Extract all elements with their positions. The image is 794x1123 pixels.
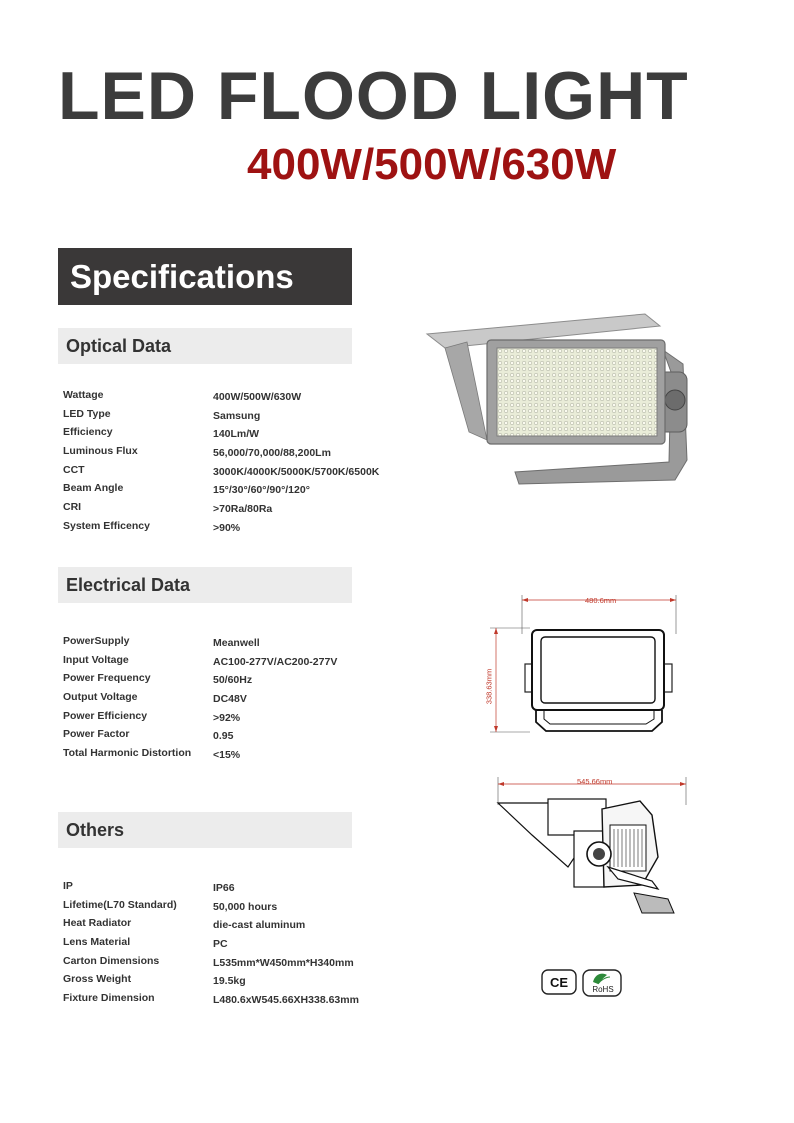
spec-value: 3000K/4000K/5000K/5700K/6500K bbox=[213, 465, 380, 478]
spec-value: <15% bbox=[213, 749, 241, 762]
spec-value: Samsung bbox=[213, 409, 261, 422]
rohs-mark-text: RoHS bbox=[592, 985, 614, 994]
spec-row bbox=[63, 747, 393, 766]
spec-key: IP bbox=[63, 880, 73, 892]
spec-row bbox=[63, 672, 393, 691]
spec-row bbox=[63, 501, 393, 520]
spec-key: Total Harmonic Distortion bbox=[63, 747, 192, 760]
spec-key: Beam Angle bbox=[63, 482, 124, 495]
spec-value: PC bbox=[213, 938, 228, 951]
spec-value: 50,000 hours bbox=[213, 900, 278, 913]
spec-key: Lens Material bbox=[63, 936, 131, 949]
spec-value: >90% bbox=[213, 521, 241, 534]
spec-key: PowerSupply bbox=[63, 635, 130, 647]
wattage-subtitle: 400W/500W/630W bbox=[247, 140, 617, 189]
spec-row bbox=[63, 728, 393, 747]
spec-key: Input Voltage bbox=[63, 653, 129, 666]
spec-value: 15°/30°/60°/90°/120° bbox=[213, 484, 310, 497]
spec-row bbox=[63, 936, 393, 955]
rohs-mark-icon bbox=[582, 969, 622, 997]
spec-key: Output Voltage bbox=[63, 691, 138, 704]
ce-mark-icon bbox=[541, 969, 577, 995]
spec-key: Wattage bbox=[63, 389, 104, 401]
front-height-label: 338.63mm bbox=[484, 668, 494, 705]
spec-row bbox=[63, 691, 393, 710]
flood-light-product-image bbox=[425, 312, 715, 492]
page-title: LED FLOOD LIGHT bbox=[58, 58, 689, 134]
spec-row bbox=[63, 710, 393, 729]
side-dimension-drawing bbox=[492, 775, 696, 920]
others-heading: Others bbox=[58, 812, 352, 848]
spec-key: LED Type bbox=[63, 407, 111, 420]
spec-key: Luminous Flux bbox=[63, 445, 138, 458]
spec-value: L535mm*W450mm*H340mm bbox=[213, 956, 354, 969]
ce-mark-text: CE bbox=[549, 975, 569, 990]
side-width-label: 545.66mm bbox=[577, 777, 613, 786]
spec-value: die-cast aluminum bbox=[213, 919, 306, 932]
specifications-banner: Specifications bbox=[58, 248, 352, 305]
spec-row bbox=[63, 992, 393, 1011]
spec-row bbox=[63, 389, 393, 408]
spec-key: Carton Dimensions bbox=[63, 954, 160, 967]
spec-value: IP66 bbox=[213, 882, 235, 894]
others-table bbox=[63, 880, 393, 1011]
spec-key: Gross Weight bbox=[63, 973, 132, 986]
spec-key: System Efficency bbox=[63, 519, 150, 532]
spec-key: CRI bbox=[63, 501, 82, 514]
spec-row bbox=[63, 880, 393, 899]
spec-key: Heat Radiator bbox=[63, 917, 132, 930]
spec-row bbox=[63, 973, 393, 992]
spec-row bbox=[63, 482, 393, 501]
spec-row bbox=[63, 654, 393, 673]
spec-row bbox=[63, 955, 393, 974]
spec-value: Meanwell bbox=[213, 637, 260, 649]
spec-value: AC100-277V/AC200-277V bbox=[213, 655, 338, 668]
spec-value: 19.5kg bbox=[213, 975, 246, 988]
spec-row bbox=[63, 899, 393, 918]
spec-key: Power Frequency bbox=[63, 672, 151, 685]
spec-value: 400W/500W/630W bbox=[213, 391, 302, 403]
spec-row bbox=[63, 520, 393, 539]
spec-row bbox=[63, 426, 393, 445]
electrical-data-heading: Electrical Data bbox=[58, 567, 352, 603]
spec-value: >92% bbox=[213, 711, 241, 724]
spec-row bbox=[63, 917, 393, 936]
spec-value: DC48V bbox=[213, 693, 247, 706]
spec-row bbox=[63, 445, 393, 464]
optical-data-heading: Optical Data bbox=[58, 328, 352, 364]
front-width-label: 480.6mm bbox=[585, 596, 617, 605]
spec-value: 50/60Hz bbox=[213, 674, 253, 687]
spec-row bbox=[63, 464, 393, 483]
electrical-data-table bbox=[63, 635, 393, 766]
optical-data-table bbox=[63, 389, 393, 539]
spec-key: Power Factor bbox=[63, 728, 130, 741]
spec-row bbox=[63, 635, 393, 654]
spec-key: Efficiency bbox=[63, 426, 113, 439]
front-dimension-drawing bbox=[484, 592, 688, 740]
spec-key: CCT bbox=[63, 463, 85, 476]
spec-value: 56,000/70,000/88,200Lm bbox=[213, 447, 331, 460]
spec-value: 0.95 bbox=[213, 730, 234, 743]
spec-key: Lifetime(L70 Standard) bbox=[63, 898, 177, 911]
spec-value: >70Ra/80Ra bbox=[213, 503, 273, 516]
spec-row bbox=[63, 408, 393, 427]
spec-value: L480.6xW545.66XH338.63mm bbox=[213, 994, 359, 1007]
spec-key: Fixture Dimension bbox=[63, 992, 155, 1005]
spec-key: Power Efficiency bbox=[63, 709, 148, 722]
spec-value: 140Lm/W bbox=[213, 428, 260, 441]
